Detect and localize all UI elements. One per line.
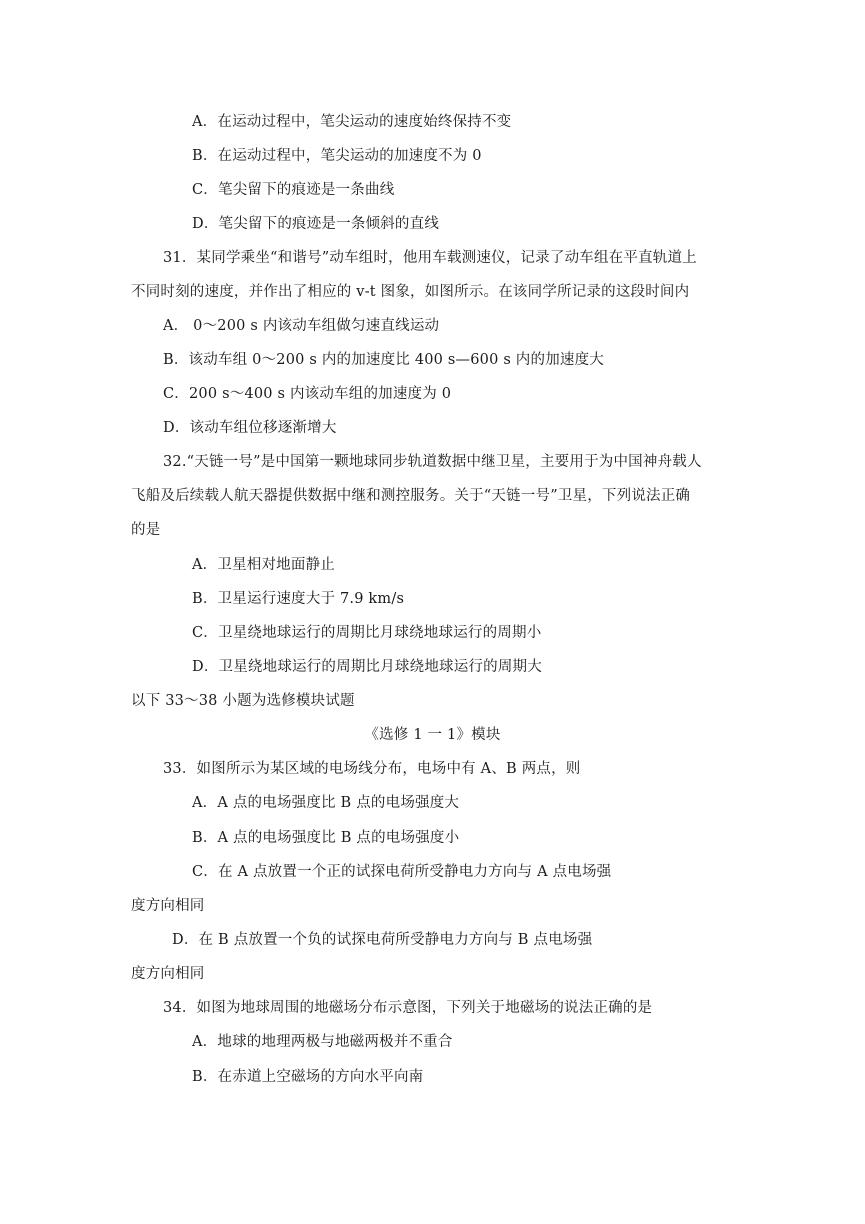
section-intro: 以下 33～38 小题为选修模块试题 <box>131 693 355 709</box>
q33-option-c-line1: C．在 A 点放置一个正的试探电荷所受静电力方向与 A 点电场强 <box>192 864 612 880</box>
q30-option-d: D．笔尖留下的痕迹是一条倾斜的直线 <box>192 216 440 232</box>
q31-option-d: D．该动车组位移逐渐增大 <box>163 420 337 436</box>
q33-option-c-line2: 度方向相同 <box>131 898 205 914</box>
q32-option-a: A．卫星相对地面静止 <box>192 557 335 573</box>
q32-option-b: B．卫星运行速度大于 7.9 km/s <box>192 591 405 607</box>
q32-stem-line3: 的是 <box>131 522 161 538</box>
q33-option-a: A．A 点的电场强度比 B 点的电场强度大 <box>192 795 460 811</box>
q31-option-a: A． 0～200 s 内该动车组做匀速直线运动 <box>163 318 440 334</box>
q31-option-c: C．200 s～400 s 内该动车组的加速度为 0 <box>163 386 452 402</box>
q31-stem-line1: 31．某同学乘坐“和谐号”动车组时，他用车载测速仪，记录了动车组在平直轨道上 <box>163 250 697 266</box>
q31-option-b: B．该动车组 0～200 s 内的加速度比 400 s—600 s 内的加速度大 <box>163 352 604 368</box>
q31-stem-line2: 不同时刻的速度，并作出了相应的 v-t 图象，如图所示。在该同学所记录的这段时间内 <box>131 284 690 300</box>
q30-option-b: B．在运动过程中，笔尖运动的加速度不为 0 <box>192 148 482 164</box>
q33-stem: 33．如图所示为某区域的电场线分布，电场中有 A、B 两点，则 <box>163 761 581 777</box>
q34-stem: 34．如图为地球周围的地磁场分布示意图，下列关于地磁场的说法正确的是 <box>163 1000 653 1016</box>
q34-option-a: A．地球的地理两极与地磁两极并不重合 <box>192 1034 453 1050</box>
q33-option-d-line1: D．在 B 点放置一个负的试探电荷所受静电力方向与 B 点电场强 <box>172 932 593 948</box>
q32-stem-line2: 飞船及后续载人航天器提供数据中继和测控服务。关于“天链一号”卫星，下列说法正确 <box>131 488 691 504</box>
q34-option-b: B．在赤道上空磁场的方向水平向南 <box>192 1069 424 1085</box>
q33-option-b: B．A 点的电场强度比 B 点的电场强度小 <box>192 830 460 846</box>
q32-stem-line1: 32.“天链一号”是中国第一颗地球同步轨道数据中继卫星，主要用于为中国神舟载人 <box>163 454 702 470</box>
q32-option-d: D．卫星绕地球运行的周期比月球绕地球运行的周期大 <box>192 659 542 675</box>
q33-option-d-line2: 度方向相同 <box>131 966 205 982</box>
module-title: 《选修 1 一 1》模块 <box>364 727 501 743</box>
q32-option-c: C．卫星绕地球运行的周期比月球绕地球运行的周期小 <box>192 625 542 641</box>
q30-option-a: A．在运动过程中，笔尖运动的速度始终保持不变 <box>192 114 512 130</box>
q30-option-c: C．笔尖留下的痕迹是一条曲线 <box>192 182 395 198</box>
